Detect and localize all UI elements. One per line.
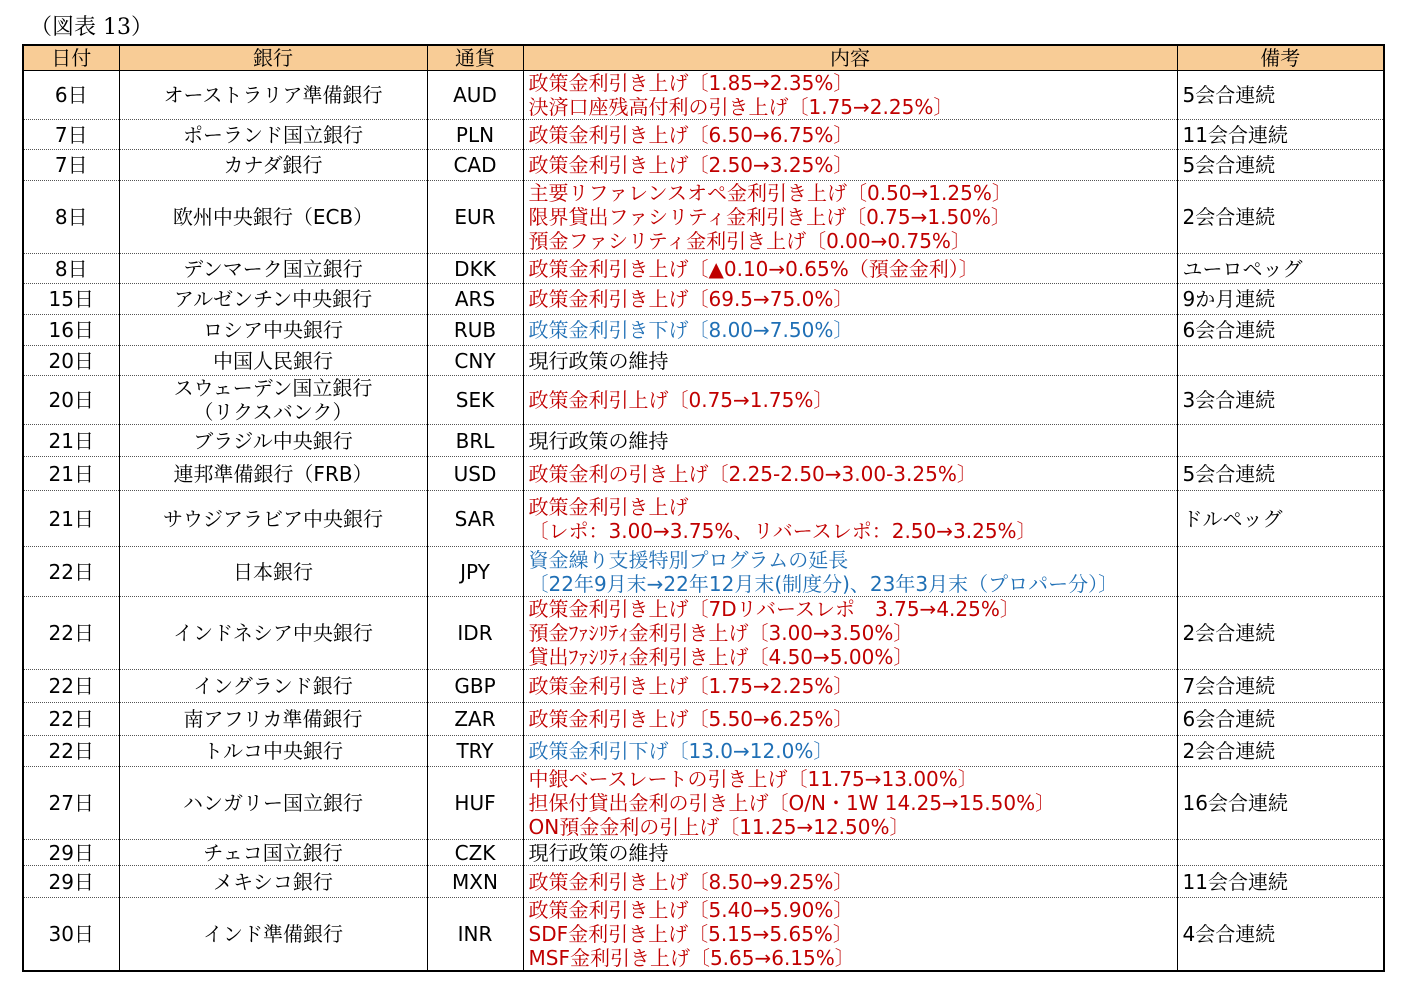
content-cell [523, 254, 1177, 284]
bank-name-line: ロシア中央銀行 [203, 318, 343, 342]
bank-cell [119, 425, 427, 457]
date-cell: 8日 [23, 254, 119, 284]
currency-cell: USD [427, 457, 523, 491]
table-row [23, 597, 1384, 670]
content-cell [523, 376, 1177, 425]
table-row [23, 71, 1384, 120]
note-cell: 2会合連続 [1177, 736, 1384, 767]
content-line: 政策金利引き上げ〔▲0.10→0.65%（預金金利）〕 [528, 256, 979, 281]
content-line: 〔22年9月末→22年12月末(制度分)、23年3月末（プロパー分）〕 [528, 571, 1119, 596]
content-cell [523, 120, 1177, 150]
note-cell: ユーロペッグ [1177, 254, 1384, 284]
content-cell [523, 457, 1177, 491]
currency-cell: EUR [427, 181, 523, 254]
note-cell: 7会合連続 [1177, 670, 1384, 703]
content-line: 政策金利引き上げ [528, 494, 689, 519]
content-line: 預金ファシリティ金利引き上げ〔0.00→0.75%〕 [528, 229, 971, 253]
content-cell [523, 898, 1177, 972]
currency-cell: AUD [427, 71, 523, 120]
table-row [23, 120, 1384, 150]
currency-cell: ARS [427, 284, 523, 315]
note-cell: 5会合連続 [1177, 150, 1384, 181]
table-row [23, 670, 1384, 703]
date-cell: 22日 [23, 703, 119, 736]
content-cell [523, 736, 1177, 767]
note-cell: 2会合連続 [1177, 181, 1384, 254]
date-cell: 8日 [23, 181, 119, 254]
content-line: 政策金利引き上げ〔8.50→9.25%〕 [528, 869, 854, 894]
bank-cell [119, 736, 427, 767]
content-line: 政策金利引き上げ〔7Dリバースレポ 3.75→4.25%〕 [528, 597, 1020, 621]
currency-cell: SAR [427, 491, 523, 547]
note-cell: 4会合連続 [1177, 898, 1384, 972]
date-cell: 27日 [23, 767, 119, 840]
content-cell [523, 866, 1177, 898]
currency-cell: SEK [427, 376, 523, 425]
bank-name-line: カナダ銀行 [223, 153, 323, 177]
date-cell: 7日 [23, 120, 119, 150]
currency-cell: TRY [427, 736, 523, 767]
bank-cell [119, 767, 427, 840]
currency-cell: JPY [427, 547, 523, 597]
currency-cell: HUF [427, 767, 523, 840]
content-cell [523, 767, 1177, 840]
content-line: 政策金利引き上げ〔1.75→2.25%〕 [528, 674, 854, 698]
bank-name-line: インド準備銀行 [203, 922, 343, 946]
content-line: MSF金利引き上げ〔5.65→6.15%〕 [528, 946, 855, 970]
bank-cell [119, 150, 427, 181]
content-cell [523, 284, 1177, 315]
currency-cell: RUB [427, 315, 523, 346]
content-line: 政策金利引上げ〔0.75→1.75%〕 [528, 388, 834, 412]
bank-name-line: 連邦準備銀行（FRB） [173, 461, 373, 486]
currency-cell: MXN [427, 866, 523, 898]
date-cell: 30日 [23, 898, 119, 972]
content-line: 現行政策の維持 [528, 428, 669, 453]
bank-name-line: ハンガリー国立銀行 [183, 791, 363, 815]
table-row [23, 703, 1384, 736]
content-cell [523, 150, 1177, 181]
content-line: 資金繰り支援特別プログラムの延長 [528, 547, 849, 572]
table-row [23, 547, 1384, 597]
table-row [23, 840, 1384, 866]
bank-name-line: （リクスバンク） [193, 400, 353, 424]
content-line: 政策金利引き上げ〔5.50→6.25%〕 [528, 707, 854, 731]
content-line: 政策金利引き下げ〔8.00→7.50%〕 [528, 318, 854, 342]
table-row [23, 457, 1384, 491]
note-cell: 9か月連続 [1177, 284, 1384, 315]
bank-cell [119, 181, 427, 254]
note-cell: 5会合連続 [1177, 457, 1384, 491]
content-cell [523, 491, 1177, 547]
header-bank: 銀行 [119, 45, 427, 71]
note-cell [1177, 425, 1384, 457]
date-cell: 21日 [23, 425, 119, 457]
currency-cell: CZK [427, 840, 523, 866]
date-cell: 22日 [23, 547, 119, 597]
content-line: 政策金利引き上げ〔69.5→75.0%〕 [528, 287, 854, 311]
date-cell: 7日 [23, 150, 119, 181]
content-line: 現行政策の維持 [528, 348, 669, 373]
date-cell: 29日 [23, 840, 119, 866]
bank-name-line: チェコ国立銀行 [203, 840, 343, 865]
content-line: 主要リファレンスオペ金利引き上げ〔0.50→1.25%〕 [528, 181, 1012, 205]
header-row [23, 45, 1384, 71]
table-row [23, 284, 1384, 315]
currency-cell: BRL [427, 425, 523, 457]
bank-cell [119, 254, 427, 284]
table-row [23, 376, 1384, 425]
bank-cell [119, 120, 427, 150]
content-cell [523, 346, 1177, 376]
content-line: 政策金利引下げ〔13.0→12.0%〕 [528, 739, 834, 763]
header-note: 備考 [1177, 45, 1384, 71]
table-row [23, 898, 1384, 972]
bank-name-line: イングランド銀行 [193, 674, 353, 698]
date-cell: 20日 [23, 376, 119, 425]
date-cell: 21日 [23, 491, 119, 547]
bank-cell [119, 315, 427, 346]
content-cell [523, 670, 1177, 703]
bank-name-line: スウェーデン国立銀行 [173, 376, 373, 400]
content-cell [523, 597, 1177, 670]
content-line: 決済口座残高付利の引き上げ〔1.75→2.25%〕 [528, 95, 954, 119]
content-line: 政策金利引き上げ〔1.85→2.35%〕 [528, 71, 854, 95]
bank-name-line: オーストラリア準備銀行 [163, 83, 383, 107]
figure-caption: （図表 13） [30, 15, 153, 40]
header-currency: 通貨 [427, 45, 523, 71]
note-cell: 3会合連続 [1177, 376, 1384, 425]
bank-name-line: 南アフリカ準備銀行 [183, 707, 363, 731]
date-cell: 22日 [23, 670, 119, 703]
bank-name-line: 日本銀行 [233, 559, 313, 584]
content-cell [523, 547, 1177, 597]
content-line: 中銀ベースレートの引き上げ〔11.75→13.00%〕 [528, 767, 978, 791]
note-cell: 11会合連続 [1177, 866, 1384, 898]
bank-cell [119, 71, 427, 120]
date-cell: 6日 [23, 71, 119, 120]
date-cell: 16日 [23, 315, 119, 346]
table-row [23, 315, 1384, 346]
currency-cell: CNY [427, 346, 523, 376]
table-body [23, 71, 1384, 972]
bank-name-line: 欧州中央銀行（ECB） [172, 205, 374, 229]
bank-name-line: サウジアラビア中央銀行 [163, 506, 383, 531]
content-line: 担保付貸出金利の引き上げ〔O/N・1W 14.25→15.50%〕 [528, 791, 1056, 815]
table-row [23, 254, 1384, 284]
content-line: 貸出ﾌｧｼﾘﾃｨ金利引き上げ〔4.50→5.00%〕 [528, 645, 914, 669]
date-cell: 22日 [23, 597, 119, 670]
bank-name-line: ブラジル中央銀行 [193, 428, 353, 453]
header-date: 日付 [23, 45, 119, 71]
bank-cell [119, 866, 427, 898]
bank-name-line: アルゼンチン中央銀行 [173, 287, 373, 311]
date-cell: 20日 [23, 346, 119, 376]
note-cell [1177, 547, 1384, 597]
note-cell [1177, 346, 1384, 376]
table-row [23, 866, 1384, 898]
note-cell: 16会合連続 [1177, 767, 1384, 840]
bank-name-line: インドネシア中央銀行 [173, 621, 373, 645]
bank-cell [119, 547, 427, 597]
bank-cell [119, 670, 427, 703]
policy-table [22, 44, 1385, 972]
content-line: ON預金金利の引上げ〔11.25→12.50%〕 [528, 815, 910, 839]
bank-cell [119, 840, 427, 866]
date-cell: 22日 [23, 736, 119, 767]
content-line: 政策金利引き上げ〔6.50→6.75%〕 [528, 122, 854, 147]
currency-cell: PLN [427, 120, 523, 150]
table-row [23, 491, 1384, 547]
note-cell: 11会合連続 [1177, 120, 1384, 150]
content-line: 限界貸出ファシリティ金利引き上げ〔0.75→1.50%〕 [528, 205, 1011, 229]
table-row [23, 767, 1384, 840]
content-cell [523, 315, 1177, 346]
bank-cell [119, 898, 427, 972]
table-header [23, 45, 1384, 71]
note-cell: 2会合連続 [1177, 597, 1384, 670]
bank-name-line: 中国人民銀行 [213, 348, 333, 373]
content-line: 政策金利の引き上げ〔2.25-2.50→3.00-3.25%〕 [528, 461, 977, 486]
table-row [23, 181, 1384, 254]
content-cell [523, 703, 1177, 736]
content-line: 現行政策の維持 [528, 840, 669, 865]
content-line: 預金ﾌｧｼﾘﾃｨ金利引き上げ〔3.00→3.50%〕 [528, 621, 914, 645]
note-cell [1177, 840, 1384, 866]
table-row [23, 150, 1384, 181]
date-cell: 21日 [23, 457, 119, 491]
table-row [23, 346, 1384, 376]
bank-cell [119, 491, 427, 547]
bank-name-line: メキシコ銀行 [213, 869, 333, 894]
currency-cell: ZAR [427, 703, 523, 736]
bank-cell [119, 457, 427, 491]
content-line: 政策金利引き上げ〔2.50→3.25%〕 [528, 153, 854, 177]
bank-name-line: ポーランド国立銀行 [183, 122, 363, 147]
note-cell: 6会合連続 [1177, 315, 1384, 346]
header-content: 内容 [523, 45, 1177, 71]
bank-cell [119, 284, 427, 315]
note-cell: 5会合連続 [1177, 71, 1384, 120]
content-cell [523, 840, 1177, 866]
bank-name-line: トルコ中央銀行 [203, 739, 343, 763]
bank-cell [119, 346, 427, 376]
currency-cell: GBP [427, 670, 523, 703]
date-cell: 29日 [23, 866, 119, 898]
content-line: SDF金利引き上げ〔5.15→5.65%〕 [528, 922, 853, 946]
bank-cell [119, 703, 427, 736]
content-line: 政策金利引き上げ〔5.40→5.90%〕 [528, 898, 854, 922]
content-cell [523, 425, 1177, 457]
content-cell [523, 181, 1177, 254]
table-row [23, 736, 1384, 767]
currency-cell: IDR [427, 597, 523, 670]
bank-cell [119, 597, 427, 670]
currency-cell: INR [427, 898, 523, 972]
table-row [23, 425, 1384, 457]
bank-name-line: デンマーク国立銀行 [183, 256, 363, 281]
note-cell: ドルペッグ [1177, 491, 1384, 547]
note-cell: 6会合連続 [1177, 703, 1384, 736]
currency-cell: DKK [427, 254, 523, 284]
date-cell: 15日 [23, 284, 119, 315]
content-cell [523, 71, 1177, 120]
bank-cell [119, 376, 427, 425]
currency-cell: CAD [427, 150, 523, 181]
content-line: 〔レポ：3.00→3.75%、リバースレポ：2.50→3.25%〕 [528, 518, 1037, 543]
